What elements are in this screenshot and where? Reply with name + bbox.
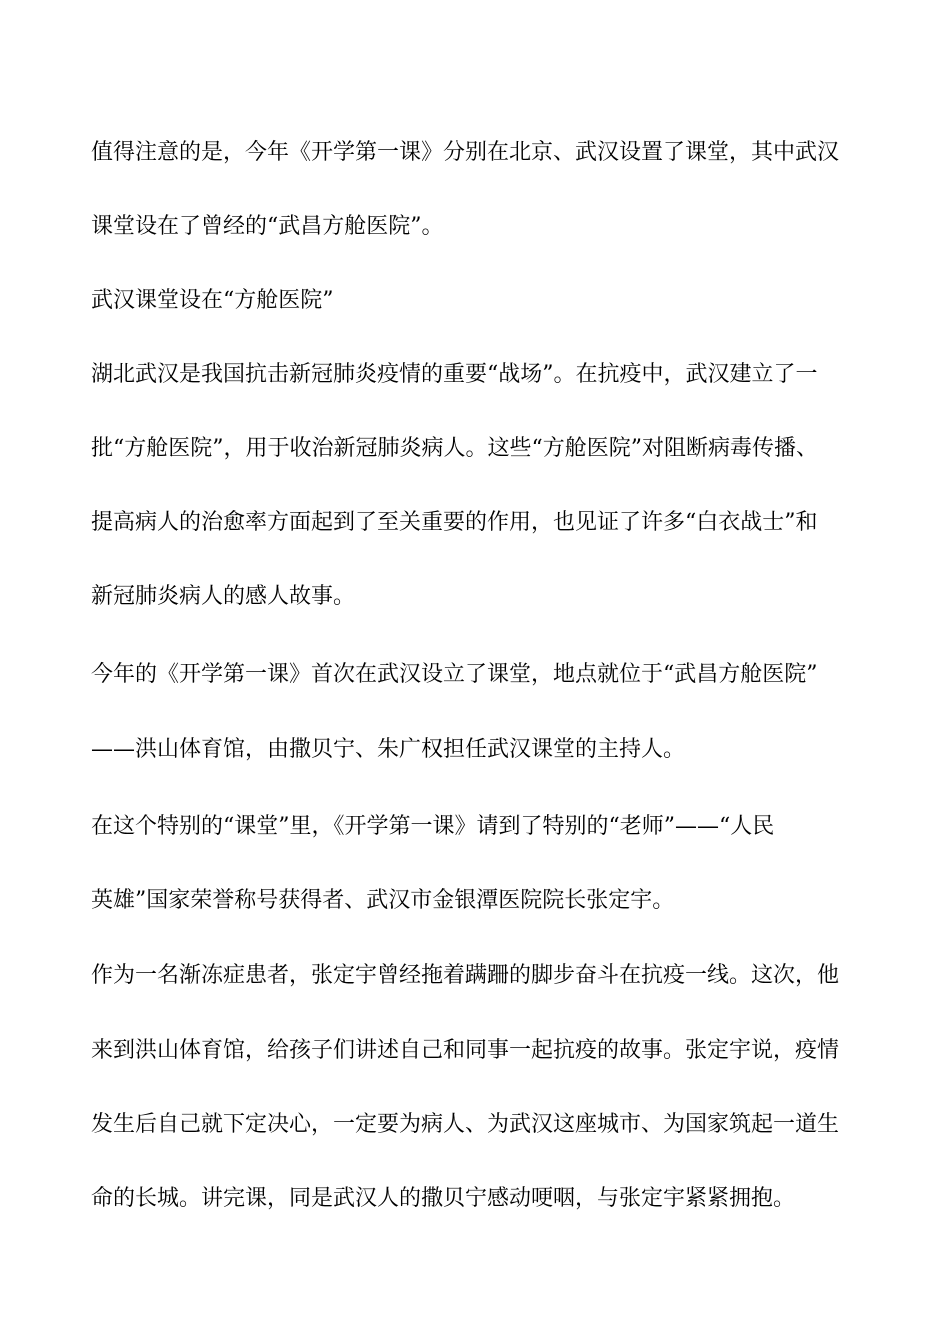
text-line: 在这个特别的“课堂”里，《开学第一课》请到了特别的“老师”——“人民 — [91, 814, 775, 839]
section-heading: 武汉课堂设在“方舱医院” — [91, 288, 334, 313]
text-line: 批“方舱医院”，用于收治新冠肺炎病人。这些“方舱医院”对阻断病毒传播、 — [91, 436, 818, 461]
text-line: 今年的《开学第一课》首次在武汉设立了课堂，地点就位于“武昌方舱医院” — [91, 662, 818, 687]
text-line: 作为一名渐冻症患者，张定宇曾经拖着蹒跚的脚步奋斗在抗疫一线。这次，他 — [91, 963, 840, 988]
text-line: 湖北武汉是我国抗击新冠肺炎疫情的重要“战场”。在抗疫中，武汉建立了一 — [91, 362, 818, 387]
text-line: 值得注意的是，今年《开学第一课》分别在北京、武汉设置了课堂，其中武汉 — [91, 140, 840, 165]
text-line: 发生后自己就下定决心，一定要为病人、为武汉这座城市、为国家筑起一道生 — [91, 1112, 840, 1137]
text-line: 命的长城。讲完课，同是武汉人的撒贝宁感动哽咽，与张定宇紧紧拥抱。 — [91, 1186, 796, 1211]
text-line: ——洪山体育馆，由撒贝宁、朱广权担任武汉课堂的主持人。 — [91, 737, 686, 762]
text-line: 英雄”国家荣誉称号获得者、武汉市金银潭医院院长张定宇。 — [91, 888, 675, 913]
text-line: 新冠肺炎病人的感人故事。 — [91, 584, 356, 609]
text-line: 来到洪山体育馆，给孩子们讲述自己和同事一起抗疫的故事。张定宇说，疫情 — [91, 1038, 840, 1063]
text-line: 课堂设在了曾经的“武昌方舱医院”。 — [91, 214, 444, 239]
text-line: 提高病人的治愈率方面起到了至关重要的作用，也见证了许多“白衣战士”和 — [91, 510, 818, 535]
